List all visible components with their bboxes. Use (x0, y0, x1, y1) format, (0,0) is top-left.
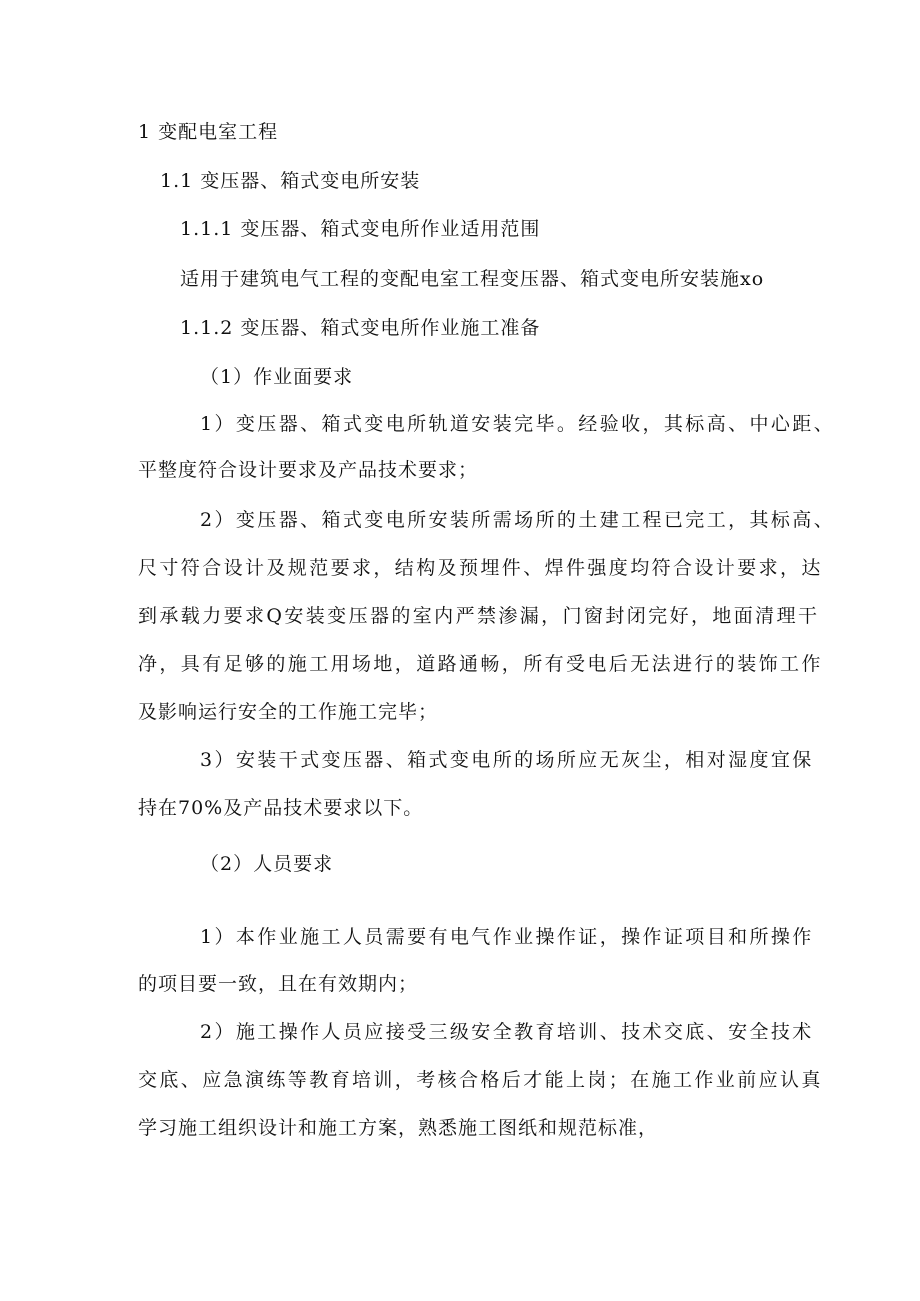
work-surface-item2-line2: 尺寸符合设计及规范要求，结构及预埋件、焊件强度均符合设计要求，达 (138, 557, 823, 579)
work-surface-heading: （1）作业面要求 (200, 366, 354, 388)
section-heading-1-1-1: 1.1.1 变压器、箱式变电所作业适用范围 (180, 218, 541, 240)
scope-paragraph: 适用于建筑电气工程的变配电室工程变压器、箱式变电所安装施xo (180, 268, 765, 290)
work-surface-item3-line1: 3）安装干式变压器、箱式变电所的场所应无灰尘，相对湿度宜保 (200, 749, 814, 771)
work-surface-item2-line4: 净，具有足够的施工用场地，道路通畅，所有受电后无法进行的装饰工作 (138, 653, 823, 675)
work-surface-item3-line2: 持在70%及产品技术要求以下。 (138, 797, 424, 819)
work-surface-item1-line1: 1）变压器、箱式变电所轨道安装完毕。经验收，其标高、中心距、 (200, 413, 836, 435)
personnel-item2-line3: 学习施工组织设计和施工方案，熟悉施工图纸和规范标准， (138, 1117, 659, 1139)
work-surface-item1-line2: 平整度符合设计要求及产品技术要求； (138, 459, 479, 481)
personnel-heading: （2）人员要求 (200, 853, 334, 875)
personnel-item1-line2: 的项目要一致，且在有效期内； (138, 973, 419, 995)
work-surface-item2-line1: 2）变压器、箱式变电所安装所需场所的土建工程已完工，其标高、 (200, 509, 836, 531)
section-heading-1-1-2: 1.1.2 变压器、箱式变电所作业施工准备 (180, 317, 541, 339)
work-surface-item2-line3: 到承载力要求Q安装变压器的室内严禁渗漏，门窗封闭完好，地面清理干 (138, 605, 820, 627)
section-heading-1-1: 1.1 变压器、箱式变电所安装 (160, 170, 421, 192)
personnel-item2-line1: 2）施工操作人员应接受三级安全教育培训、技术交底、安全技术 (200, 1021, 814, 1043)
work-surface-item2-line5: 及影响运行安全的工作施工完毕； (138, 701, 439, 723)
personnel-item2-line2: 交底、应急演练等教育培训，考核合格后才能上岗；在施工作业前应认真 (138, 1069, 823, 1091)
section-heading-1: 1 变配电室工程 (138, 121, 279, 143)
personnel-item1-line1: 1）本作业施工人员需要有电气作业操作证，操作证项目和所操作 (200, 926, 814, 948)
